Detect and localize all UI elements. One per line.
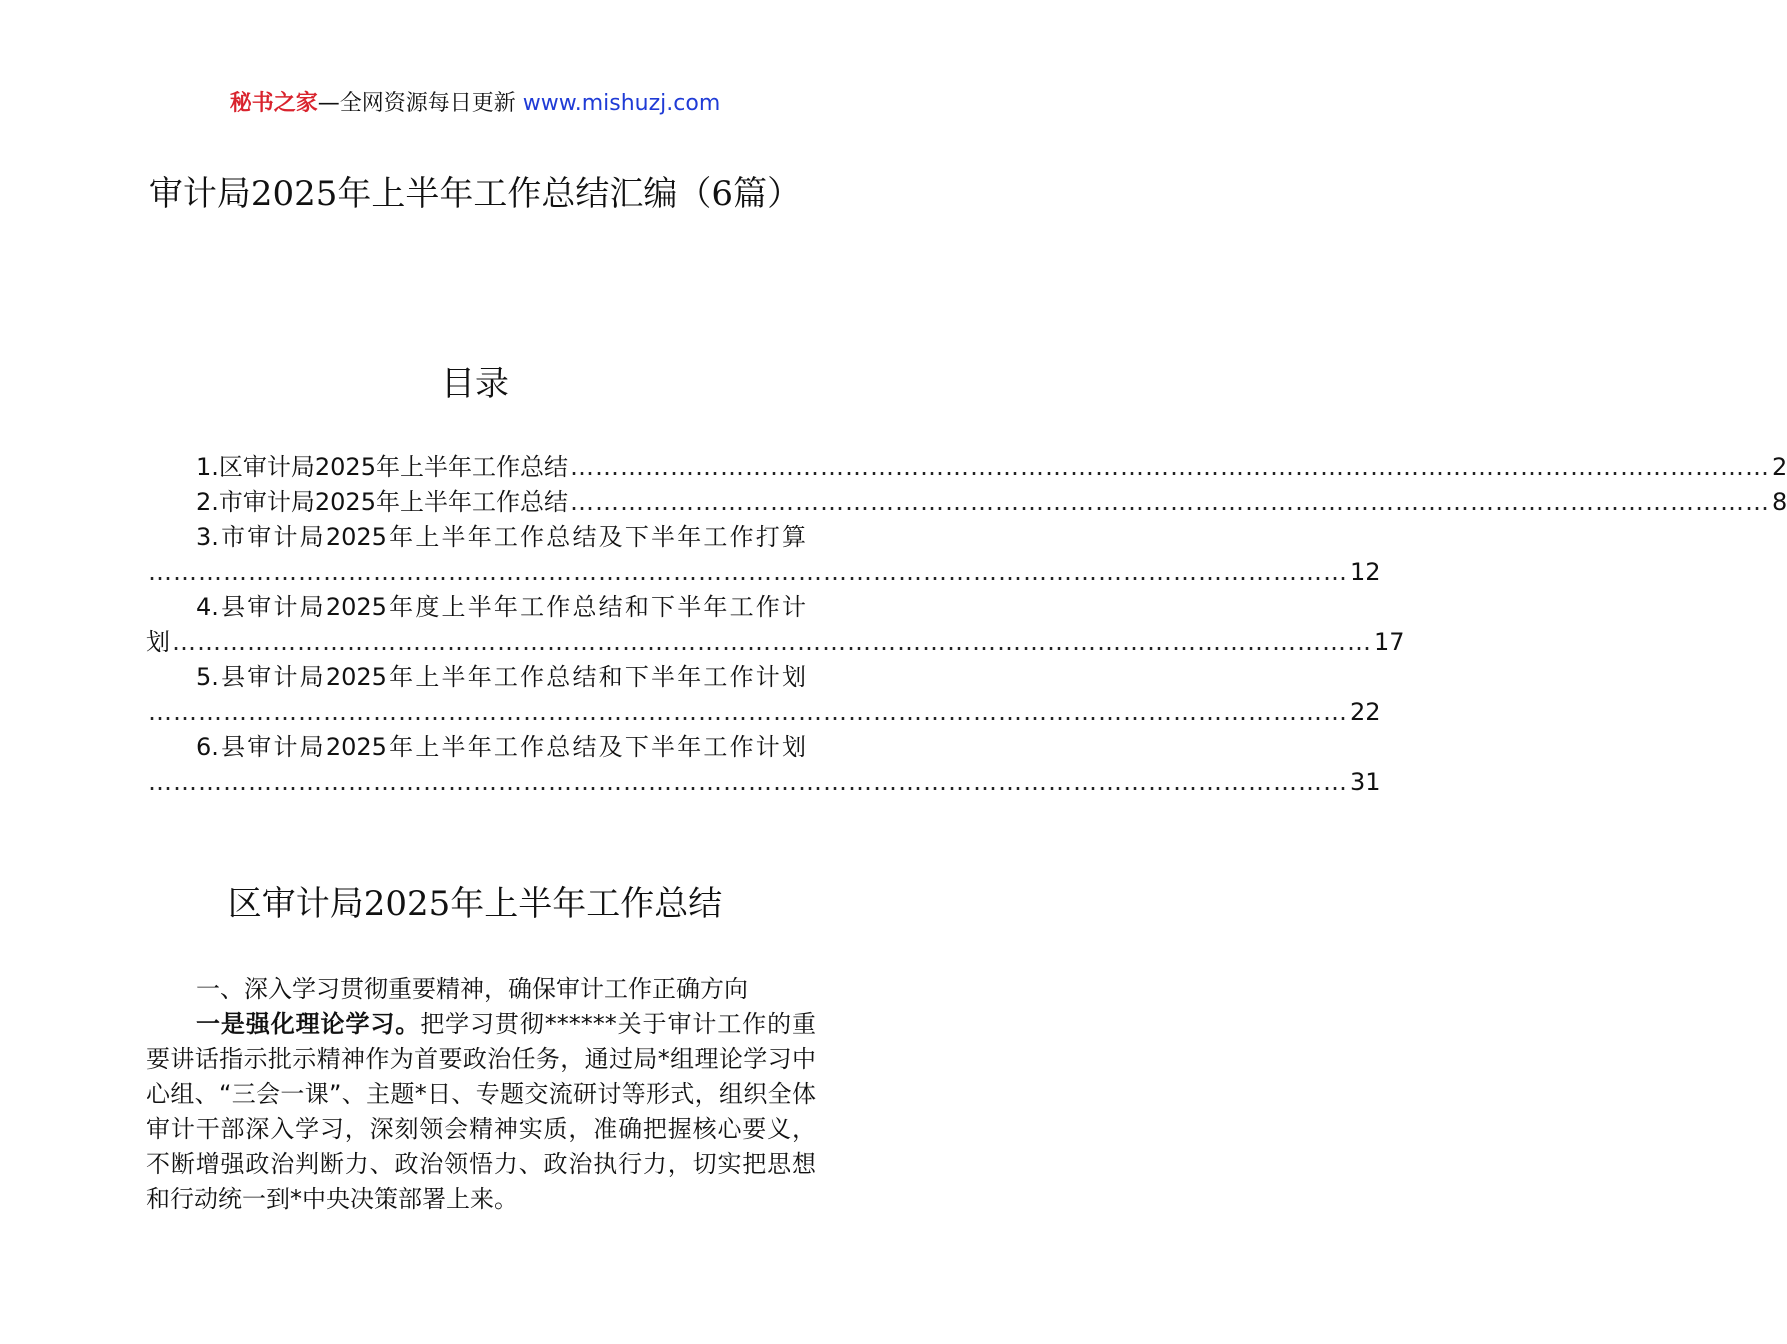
- toc-entry-6[interactable]: [146, 730, 1381, 800]
- header-tagline: —全网资源每日更新: [317, 91, 516, 116]
- toc-page-number: 8: [1771, 488, 1787, 516]
- toc-page-number: 17: [1374, 628, 1405, 656]
- toc-entry-title: 5.县审计局2025年上半年工作总结和下半年工作计划: [196, 663, 806, 691]
- toc-entry-5[interactable]: [146, 660, 1381, 730]
- toc-leader-dots: ………………………………………………………………………………………………………………………………: [148, 768, 1348, 796]
- toc-entry-title: 2.市审计局2025年上半年工作总结: [196, 488, 568, 516]
- toc-leader-dots: ………………………………………………………………………………………………………………………………: [172, 628, 1372, 656]
- toc-heading: 目录: [441, 364, 509, 404]
- body-paragraph: [146, 1007, 816, 1217]
- toc-entry-title: 4.县审计局2025年度上半年工作总结和下半年工作计: [196, 593, 806, 621]
- toc-entry-1[interactable]: [146, 450, 1787, 485]
- paragraph-text: 把学习贯彻******关于审计工作的重要讲话指示批示精神作为首要政治任务，通过局*组理论学习中心组、“三会一课”、主题*日、专题交流研讨等形式，组织全体审计干部深入学习，深刻领会精神实质，准确把握核心要义，不断增强政治判断力、政治领悟力、政治执行力，切实把思想和行动统一到*中央决策部署上来。: [146, 1010, 817, 1213]
- section-body: [146, 972, 816, 1217]
- toc-entry-title: 1.区审计局2025年上半年工作总结: [196, 453, 568, 481]
- brand-name: 秘书之家: [229, 91, 318, 116]
- toc-entry-title: 3.市审计局2025年上半年工作总结及下半年工作打算: [196, 523, 806, 551]
- toc-leader-dots: ………………………………………………………………………………………………………………………………: [148, 558, 1348, 586]
- toc-page-number: 22: [1350, 698, 1381, 726]
- toc-leader-dots: ………………………………………………………………………………………………………………………………: [569, 453, 1770, 481]
- toc-entry-2[interactable]: [146, 485, 1787, 520]
- toc-leader-dots: ………………………………………………………………………………………………………………………………: [148, 698, 1348, 726]
- site-header: [0, 88, 950, 120]
- toc-entry-4[interactable]: [146, 590, 1405, 660]
- paragraph-lead: 一是强化理论学习。: [196, 1010, 421, 1038]
- toc-page-number: 2: [1771, 453, 1787, 481]
- document-title: 审计局2025年上半年工作总结汇编（6篇）: [148, 174, 802, 214]
- table-of-contents: [146, 450, 1787, 800]
- toc-entry-title-continued: 划: [146, 628, 170, 656]
- section-title: 区审计局2025年上半年工作总结: [227, 884, 723, 924]
- toc-page-number: 31: [1350, 768, 1381, 796]
- toc-entry-3[interactable]: [146, 520, 1381, 590]
- site-url-link[interactable]: www.mishuzj.com: [522, 91, 721, 116]
- toc-entry-title: 6.县审计局2025年上半年工作总结及下半年工作计划: [196, 733, 806, 761]
- toc-page-number: 12: [1350, 558, 1381, 586]
- toc-leader-dots: ………………………………………………………………………………………………………………………………: [569, 488, 1770, 516]
- section-sub-heading: 一、深入学习贯彻重要精神，确保审计工作正确方向: [196, 975, 748, 1003]
